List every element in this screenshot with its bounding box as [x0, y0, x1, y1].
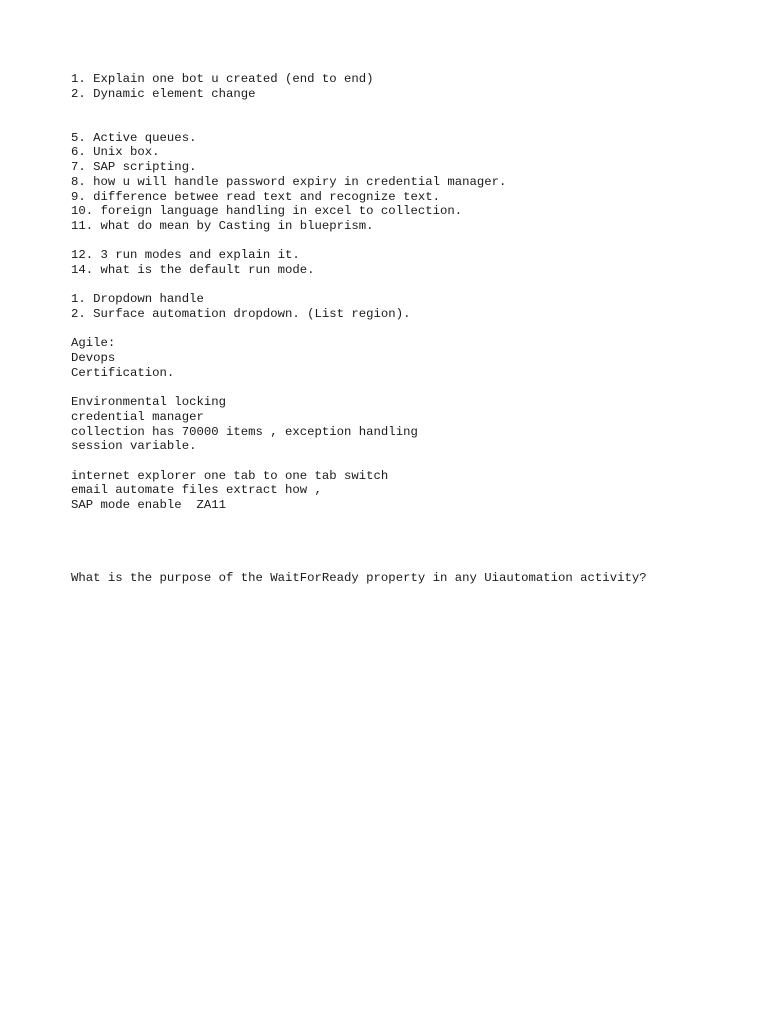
- text-line: 5. Active queues.: [71, 130, 197, 145]
- text-line: Agile:: [71, 336, 116, 351]
- text-line: 10. foreign language handling in excel to collection.: [71, 204, 463, 219]
- blank-gap: [71, 234, 751, 249]
- blank-gap: [71, 454, 751, 469]
- blank-gap: [71, 278, 751, 293]
- text-line: 7. SAP scripting.: [71, 160, 197, 175]
- text-line: 11. what do mean by Casting in blueprism.: [71, 218, 374, 233]
- text-line: 8. how u will handle password expiry in credential manager.: [71, 174, 507, 189]
- blank-gap: [71, 101, 751, 130]
- text-line: What is the purpose of the WaitForReady property in any Uiautomation activity?: [71, 571, 647, 586]
- text-line: email automate files extract how ,: [71, 483, 322, 498]
- text-line: 1. Explain one bot u created (end to end): [71, 72, 374, 86]
- text-line: 6. Unix box.: [71, 145, 160, 160]
- text-line: Devops: [71, 351, 116, 366]
- blank-gap: [71, 513, 751, 572]
- text-line: 12. 3 run modes and explain it.: [71, 248, 300, 263]
- text-line: collection has 70000 items , exception handling: [71, 424, 418, 439]
- text-line: 14. what is the default run mode.: [71, 262, 315, 277]
- text-line: 1. Dropdown handle: [71, 292, 204, 307]
- text-line: session variable.: [71, 439, 197, 454]
- text-line: 2. Dynamic element change: [71, 86, 256, 101]
- text-line: 9. difference betwee read text and recognize text.: [71, 189, 440, 204]
- text-line: 2. Surface automation dropdown. (List region).: [71, 307, 411, 322]
- text-line: Environmental locking: [71, 395, 226, 410]
- text-line: Certification.: [71, 365, 175, 380]
- text-line: SAP mode enable ZA11: [71, 497, 226, 512]
- document-text: [71, 72, 751, 586]
- text-line: internet explorer one tab to one tab switch: [71, 468, 389, 483]
- blank-gap: [71, 322, 751, 337]
- blank-gap: [71, 380, 751, 395]
- text-line: credential manager: [71, 409, 204, 424]
